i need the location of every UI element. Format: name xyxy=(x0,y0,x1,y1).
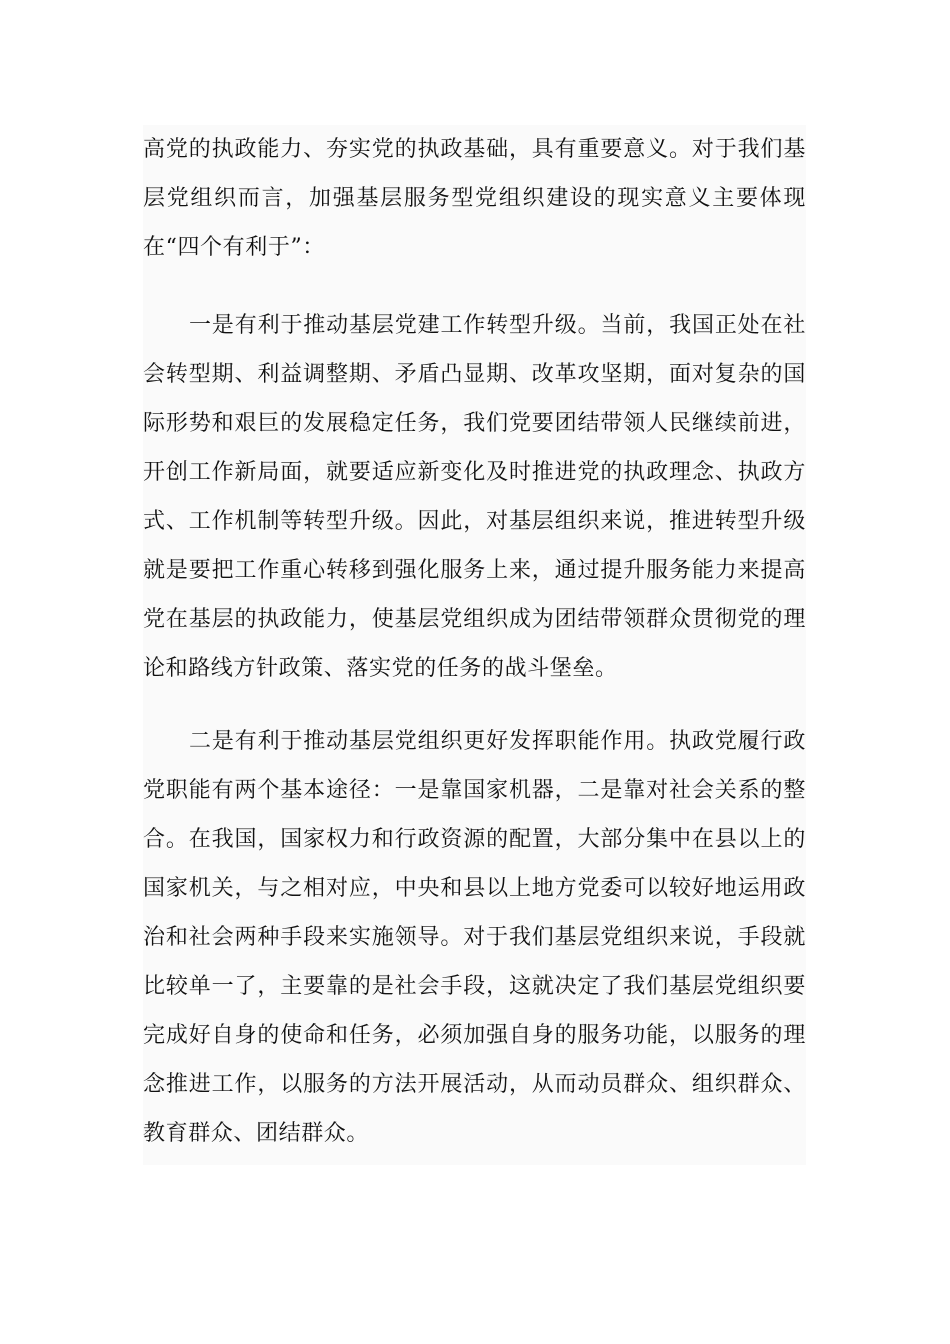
paragraph-2: 一是有利于推动基层党建工作转型升级。当前，我国正处在社会转型期、利益调整期、矛盾凸显期、改革攻坚期，面对复杂的国际形势和艰巨的发展稳定任务，我们党要团结带领人民继续前进，开创工作新局面，就要适应新变化及时推进党的执政理念、执政方式、工作机制等转型升级。因此，对基层组织来说，推进转型升级就是要把工作重心转移到强化服务上来，通过提升服务能力来提高党在基层的执政能力，使基层党组织成为团结带领群众贯彻党的理论和路线方针政策、落实党的任务的战斗堡垒。 xyxy=(143,313,806,681)
paragraph-3: 二是有利于推动基层党组织更好发挥职能作用。执政党履行政党职能有两个基本途径：一是靠国家机器，二是靠对社会关系的整合。在我国，国家权力和行政资源的配置，大部分集中在县以上的国家机关，与之相对应，中央和县以上地方党委可以较好地运用政治和社会两种手段来实施领导。对于我们基层党组织来说，手段就比较单一了，主要靠的是社会手段，这就决定了我们基层党组织要完成好自身的使命和任务，必须加强自身的服务功能，以服务的理念推进工作，以服务的方法开展活动，从而动员群众、组织群众、教育群众、团结群众。 xyxy=(143,729,806,1146)
document-body xyxy=(143,125,806,1165)
paragraph-1: 高党的执政能力、夯实党的执政基础，具有重要意义。对于我们基层党组织而言，加强基层服务型党组织建设的现实意义主要体现在“四个有利于”： xyxy=(143,137,806,260)
